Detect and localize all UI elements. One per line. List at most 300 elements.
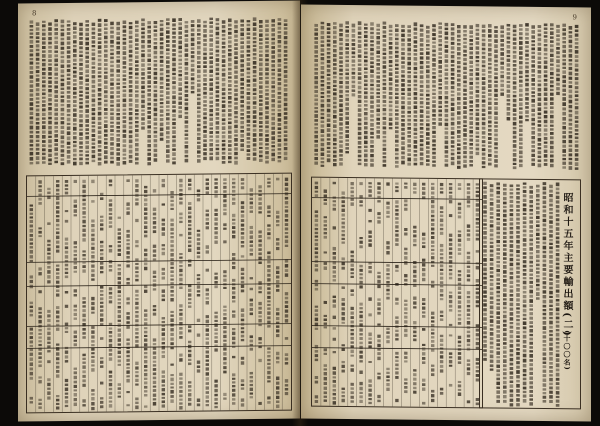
table-cell-glyph [56,180,59,183]
text-glyph [538,25,542,28]
text-glyph [314,149,318,152]
text-glyph [240,121,244,124]
text-glyph [234,20,238,23]
text-glyph [420,109,424,113]
table-cell-glyph [30,314,33,317]
text-glyph [432,144,436,147]
text-glyph [510,218,514,221]
table-cell-glyph [170,386,173,388]
table-cell-glyph [267,321,270,324]
text-glyph [457,166,461,169]
text-glyph [482,34,486,37]
table-cell-glyph [250,376,253,378]
table-cell-glyph [368,220,371,222]
text-glyph [92,57,96,60]
table-cell-glyph [109,292,112,295]
text-glyph [538,65,542,68]
table-cell-glyph [285,214,288,218]
table-cell-glyph [135,245,138,248]
text-glyph [538,47,542,51]
table-cell-glyph [333,389,336,391]
text-glyph [549,370,553,373]
text-glyph [172,127,176,129]
text-glyph [166,65,170,68]
table-cell-glyph [153,372,156,375]
table-cell-glyph [206,222,209,225]
text-glyph [141,36,145,39]
text-glyph [503,350,507,353]
table-cell-glyph [359,311,362,313]
table-cell-glyph [56,370,59,373]
text-glyph [490,229,494,232]
text-glyph [216,148,220,151]
text-glyph [234,106,238,109]
table-cell-glyph [188,211,191,214]
table-cell-glyph [74,393,77,397]
text-glyph [556,74,560,77]
text-glyph [259,125,263,127]
table-cell-glyph [82,250,85,252]
text-glyph [314,45,318,49]
text-glyph [147,149,151,151]
text-glyph [494,102,498,105]
text-glyph [562,140,566,143]
text-glyph [490,194,494,197]
text-glyph [259,107,263,111]
text-glyph [314,123,318,125]
text-glyph [370,40,374,42]
table-cell-glyph [109,344,112,347]
text-glyph [469,30,473,34]
text-glyph [339,52,343,55]
text-glyph [503,311,507,314]
text-glyph [160,127,164,131]
text-glyph [178,46,182,50]
text-glyph [420,93,424,96]
text-glyph [364,104,368,107]
text-glyph [278,131,282,133]
text-glyph [513,29,517,32]
text-glyph [538,75,542,78]
table-cell-glyph [197,247,200,250]
text-glyph [154,81,158,84]
text-glyph [510,192,514,194]
text-glyph [172,18,176,22]
text-glyph [529,363,533,366]
table-cell-glyph [351,320,354,323]
table-cell-glyph [135,366,138,369]
table-cell-glyph [324,189,327,193]
text-glyph [469,78,473,81]
text-glyph [222,143,226,146]
text-glyph [271,85,275,88]
text-glyph [507,99,511,101]
table-cell-glyph [232,214,235,217]
text-glyph [519,137,523,141]
table-cell-glyph [449,247,452,250]
text-glyph [85,151,89,153]
table-cell-glyph [144,258,147,261]
table-cell-glyph [386,182,389,185]
text-glyph [503,315,507,319]
text-glyph [575,46,579,49]
text-glyph [278,54,282,58]
text-glyph [253,110,257,114]
text-glyph [525,106,529,109]
text-glyph [36,143,40,146]
text-glyph [166,145,170,148]
table-cell-glyph [413,266,416,269]
table-cell-glyph [206,320,209,324]
text-glyph [110,87,114,90]
text-glyph [166,83,170,86]
table-cell-glyph [258,342,261,344]
text-glyph [197,119,201,122]
text-glyph [513,117,517,120]
text-glyph [147,63,151,65]
text-glyph [549,362,553,365]
table-cell-glyph [431,390,434,393]
table-cell-glyph [324,301,327,304]
text-glyph [321,129,325,133]
text-glyph [339,144,343,148]
text-glyph [123,154,127,156]
text-glyph [54,99,58,102]
table-cell-glyph [38,307,41,310]
text-glyph [549,208,553,211]
text-glyph [129,150,133,154]
text-glyph [531,52,535,55]
text-glyph [197,102,201,105]
table-cell-glyph [188,260,191,263]
text-glyph [549,287,553,290]
table-cell-glyph [449,200,452,203]
text-glyph [358,95,362,98]
text-glyph [247,145,251,148]
table-cell-glyph [74,250,77,253]
text-glyph [364,131,368,134]
text-glyph [147,107,151,110]
text-glyph [36,148,40,151]
text-glyph [494,44,498,48]
table-cell-glyph [333,275,336,278]
text-glyph [339,56,343,59]
table-cell-glyph [351,272,354,274]
table-cell-glyph [285,384,288,386]
text-glyph [414,45,418,48]
table-cell-glyph [162,179,165,182]
table-cell-glyph [47,240,50,243]
text-glyph [129,26,133,29]
text-glyph [30,71,34,74]
table-cell-glyph [333,182,336,184]
text-glyph [123,157,127,159]
text-glyph [488,80,492,83]
table-cell-glyph [118,228,121,230]
text-glyph [85,124,89,127]
text-glyph [569,95,573,99]
text-glyph [510,184,514,187]
text-glyph [562,50,566,53]
text-glyph [432,29,436,32]
table-cell-glyph [144,203,147,206]
text-glyph [531,56,535,59]
text-glyph [333,134,337,137]
table-cell-glyph [440,351,443,354]
table-cell-glyph [144,190,147,193]
text-glyph [543,192,547,195]
table-cell-glyph [395,333,398,336]
table-cell-glyph [126,264,129,267]
text-glyph [556,34,560,37]
text-glyph [426,74,430,78]
text-glyph [529,190,533,194]
text-glyph [98,107,102,111]
text-glyph [482,144,486,146]
text-glyph [376,59,380,62]
text-glyph [516,311,520,314]
text-glyph [549,383,553,386]
text-glyph [339,154,343,157]
table-cell-glyph [359,392,362,394]
text-glyph [228,135,232,139]
text-glyph [30,45,34,48]
text-glyph [476,60,480,62]
text-glyph [321,36,325,39]
text-glyph [234,43,238,46]
table-cell-glyph [197,230,200,232]
text-glyph [420,85,424,88]
table-cell-glyph [333,247,336,251]
text-glyph [414,53,418,56]
table-cell-glyph [65,246,68,249]
text-glyph [42,100,46,103]
table-cell-glyph [449,324,452,326]
text-glyph [339,127,343,131]
table-cell-glyph [377,400,380,402]
text-glyph [259,29,263,32]
text-glyph [67,95,71,99]
table-cell-glyph [82,399,85,402]
text-glyph [549,391,553,394]
text-glyph [345,43,349,46]
text-glyph [321,161,325,163]
table-cell-glyph [144,285,147,288]
table-cell-glyph [74,205,77,208]
table-cell-glyph [56,315,59,318]
text-glyph [216,90,220,93]
table-cell-glyph [153,368,156,371]
text-glyph [284,143,288,146]
table-cell-glyph [170,364,173,366]
table-cell-glyph [449,277,452,280]
text-glyph [483,273,487,276]
table-cell-glyph [449,195,452,198]
text-glyph [345,21,349,24]
table-cell-glyph [30,368,33,371]
text-glyph [85,52,89,55]
table-cell-glyph [109,396,112,399]
text-glyph [476,104,480,108]
text-glyph [61,108,65,112]
text-glyph [531,87,535,90]
text-glyph [36,140,40,142]
text-glyph [544,93,548,96]
text-glyph [234,138,238,142]
text-glyph [544,115,548,118]
text-glyph [426,85,430,89]
table-cell-glyph [47,188,50,190]
text-glyph [278,135,282,137]
table-cell-glyph [440,272,443,275]
text-glyph [549,273,553,277]
text-glyph [314,24,318,27]
text-glyph [67,41,71,44]
table-cell-glyph [188,179,191,182]
text-glyph [525,33,529,36]
text-glyph [376,130,380,134]
table-cell-glyph [285,357,288,360]
text-glyph [451,145,455,148]
text-glyph [538,117,542,119]
text-glyph [73,79,77,82]
text-glyph [510,298,514,301]
text-glyph [432,76,436,79]
text-glyph [278,59,282,63]
table-cell-glyph [395,352,398,355]
text-glyph [543,286,547,289]
table-cell-glyph [126,359,129,362]
text-glyph [129,59,133,62]
text-glyph [389,82,393,85]
text-glyph [48,77,52,79]
text-glyph [92,85,96,88]
table-cell-glyph [38,198,41,201]
text-glyph [166,52,170,54]
table-cell-glyph [413,378,416,381]
text-glyph [191,82,195,85]
text-glyph [510,276,514,279]
text-glyph [92,94,96,97]
table-cell-glyph [38,227,41,229]
text-glyph [503,359,507,363]
text-glyph [278,78,282,81]
text-glyph [490,242,494,244]
text-glyph [98,102,102,106]
table-cell-glyph [188,224,191,226]
text-glyph [490,319,494,323]
text-glyph [48,131,52,135]
text-glyph [36,78,40,82]
text-glyph [482,39,486,42]
table-cell-glyph [324,236,327,239]
text-glyph [544,128,548,131]
text-glyph [228,148,232,151]
table-cell-glyph [431,215,434,218]
text-glyph [85,47,89,50]
text-glyph [79,54,83,57]
text-glyph [160,132,164,136]
text-glyph [364,126,368,129]
text-glyph [247,153,251,155]
text-glyph [488,163,492,166]
text-glyph [345,34,349,37]
text-glyph [79,51,83,54]
text-glyph [550,67,554,70]
text-glyph [550,40,554,43]
text-glyph [73,71,77,74]
table-cell-glyph [47,324,50,326]
table-cell-glyph [315,288,318,291]
table-cell-glyph [431,219,434,222]
text-glyph [536,216,540,219]
text-glyph [228,109,232,112]
text-glyph [463,42,467,44]
table-cell-glyph [458,234,461,237]
text-glyph [321,48,325,52]
text-glyph [104,100,108,103]
text-glyph [228,76,232,78]
text-glyph [110,100,114,103]
text-glyph [61,56,65,58]
table-cell-glyph [449,256,452,258]
text-glyph [345,56,349,59]
text-glyph [395,38,399,40]
text-glyph [228,24,232,27]
text-glyph [451,161,455,165]
text-glyph [370,27,374,30]
text-glyph [407,111,411,114]
table-cell-glyph [232,381,235,383]
text-glyph [135,85,139,89]
text-glyph [178,55,182,58]
text-glyph [160,56,164,59]
text-glyph [73,59,77,62]
text-glyph [364,122,368,125]
text-glyph [531,149,535,152]
table-cell-glyph [214,190,217,193]
text-glyph [395,100,399,104]
text-glyph [556,378,560,381]
table-cell-glyph [431,365,434,367]
text-glyph [519,28,523,31]
text-glyph [490,212,494,215]
text-glyph [284,147,288,150]
table-cell-glyph [162,272,165,275]
table-cell-glyph [422,196,425,199]
table-cell-glyph [188,207,191,211]
text-glyph [253,75,257,77]
table-cell-glyph [91,368,94,372]
text-glyph [129,130,133,133]
text-glyph [85,20,89,23]
text-glyph [98,122,102,125]
table-cell-glyph [188,187,191,190]
text-glyph [364,71,368,73]
table-cell-glyph [333,376,336,378]
table-cell-glyph [56,272,59,274]
table-cell-glyph [250,303,253,306]
text-glyph [482,65,486,68]
text-glyph [259,81,263,84]
text-glyph [364,112,368,115]
text-glyph [575,140,579,142]
table-cell-glyph [395,238,398,242]
table-cell-glyph [30,332,33,335]
text-glyph [490,360,494,363]
text-glyph [123,51,127,55]
text-glyph [141,72,145,76]
